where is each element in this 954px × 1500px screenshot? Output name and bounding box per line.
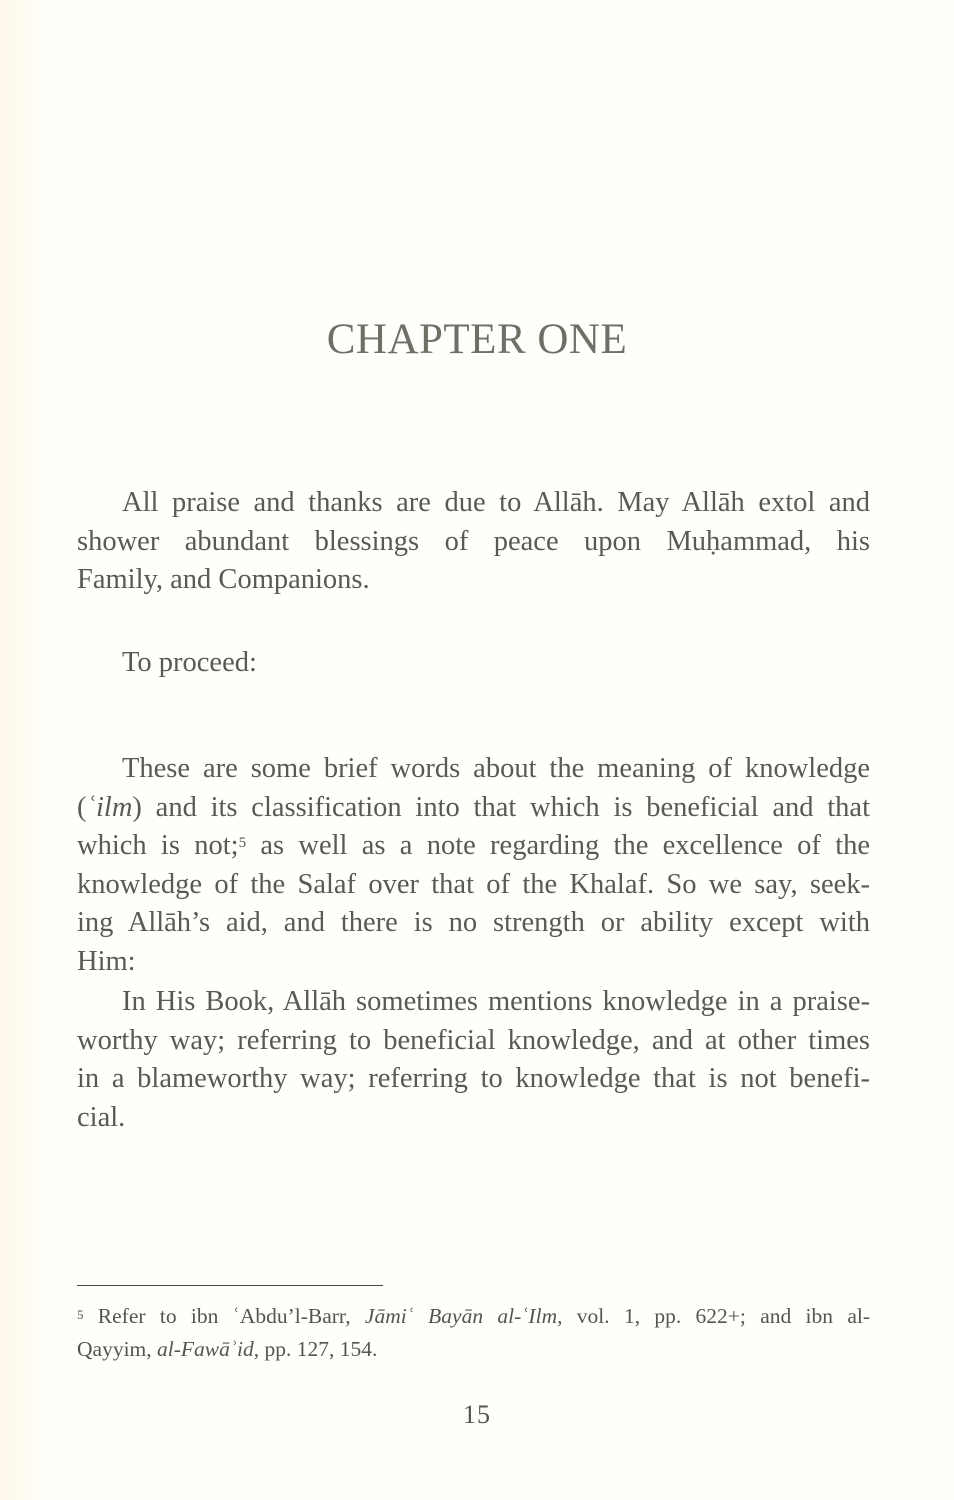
page-number: 15 — [463, 1400, 491, 1429]
italic-term: ʿilm — [86, 791, 133, 823]
paragraph-meaning-of-knowledge — [77, 750, 870, 981]
text-fragment: Qayyim, — [77, 1337, 158, 1361]
text-line: In His Book, Allāh sometimes mentions knowledge in a praise- — [122, 986, 870, 1017]
text-line: worthy way; referring to beneficial knowledge, and at other times — [77, 1024, 870, 1056]
footnote-5 — [77, 1300, 870, 1366]
text-line: Family, and Companions. — [77, 564, 370, 595]
text-line: To proceed: — [122, 647, 257, 678]
text-fragment: Refer to ibn ʿAbdu’l-Barr, — [83, 1304, 365, 1328]
text-line: in a blameworthy way; referring to knowledge that is not benefi- — [77, 1063, 870, 1094]
text-fragment: , pp. 127, 154. — [253, 1337, 378, 1361]
paragraph-knowledge-in-book — [77, 983, 870, 1137]
text-line: knowledge of the Salaf over that of the Khalaf. So we say, seek- — [77, 868, 870, 900]
text-line: ing Allāh’s aid, and there is no strength or ability except with — [77, 907, 870, 938]
footnote-reference[interactable]: 5 — [238, 835, 247, 851]
paragraph-opening-praise — [77, 484, 870, 600]
text-line: These are some brief words about the meaning of knowledge — [122, 753, 870, 784]
paragraph-to-proceed — [77, 644, 870, 683]
text-fragment: ) and its classification into that which is beneficial and that — [132, 791, 870, 823]
text-fragment: , vol. 1, pp. 622+; and ibn al- — [557, 1304, 870, 1328]
text-line: Him: — [77, 945, 136, 977]
italic-title: al-Fawāʾid — [157, 1337, 254, 1361]
text-fragment: as well as a note regarding the excellence of the — [246, 830, 871, 861]
page-edge-shading — [0, 0, 60, 1500]
text-line: All praise and thanks are due to Allāh. May Allāh extol and — [122, 487, 870, 518]
footnote-line — [77, 1333, 870, 1366]
text-line — [77, 827, 870, 866]
footnote-number: 5 — [77, 1307, 84, 1322]
text-line — [77, 789, 870, 828]
footnote-divider — [77, 1285, 383, 1286]
footnote-line — [77, 1300, 870, 1333]
text-fragment: which is not; — [77, 830, 239, 861]
text-line: cial. — [77, 1101, 126, 1133]
text-fragment: ( — [77, 791, 87, 823]
chapter-title: CHAPTER ONE — [326, 316, 628, 363]
italic-title: Jāmiʿ Bayān al-ʿIlm — [364, 1304, 558, 1328]
text-line: shower abundant blessings of peace upon Muḥammad, his — [77, 525, 870, 557]
